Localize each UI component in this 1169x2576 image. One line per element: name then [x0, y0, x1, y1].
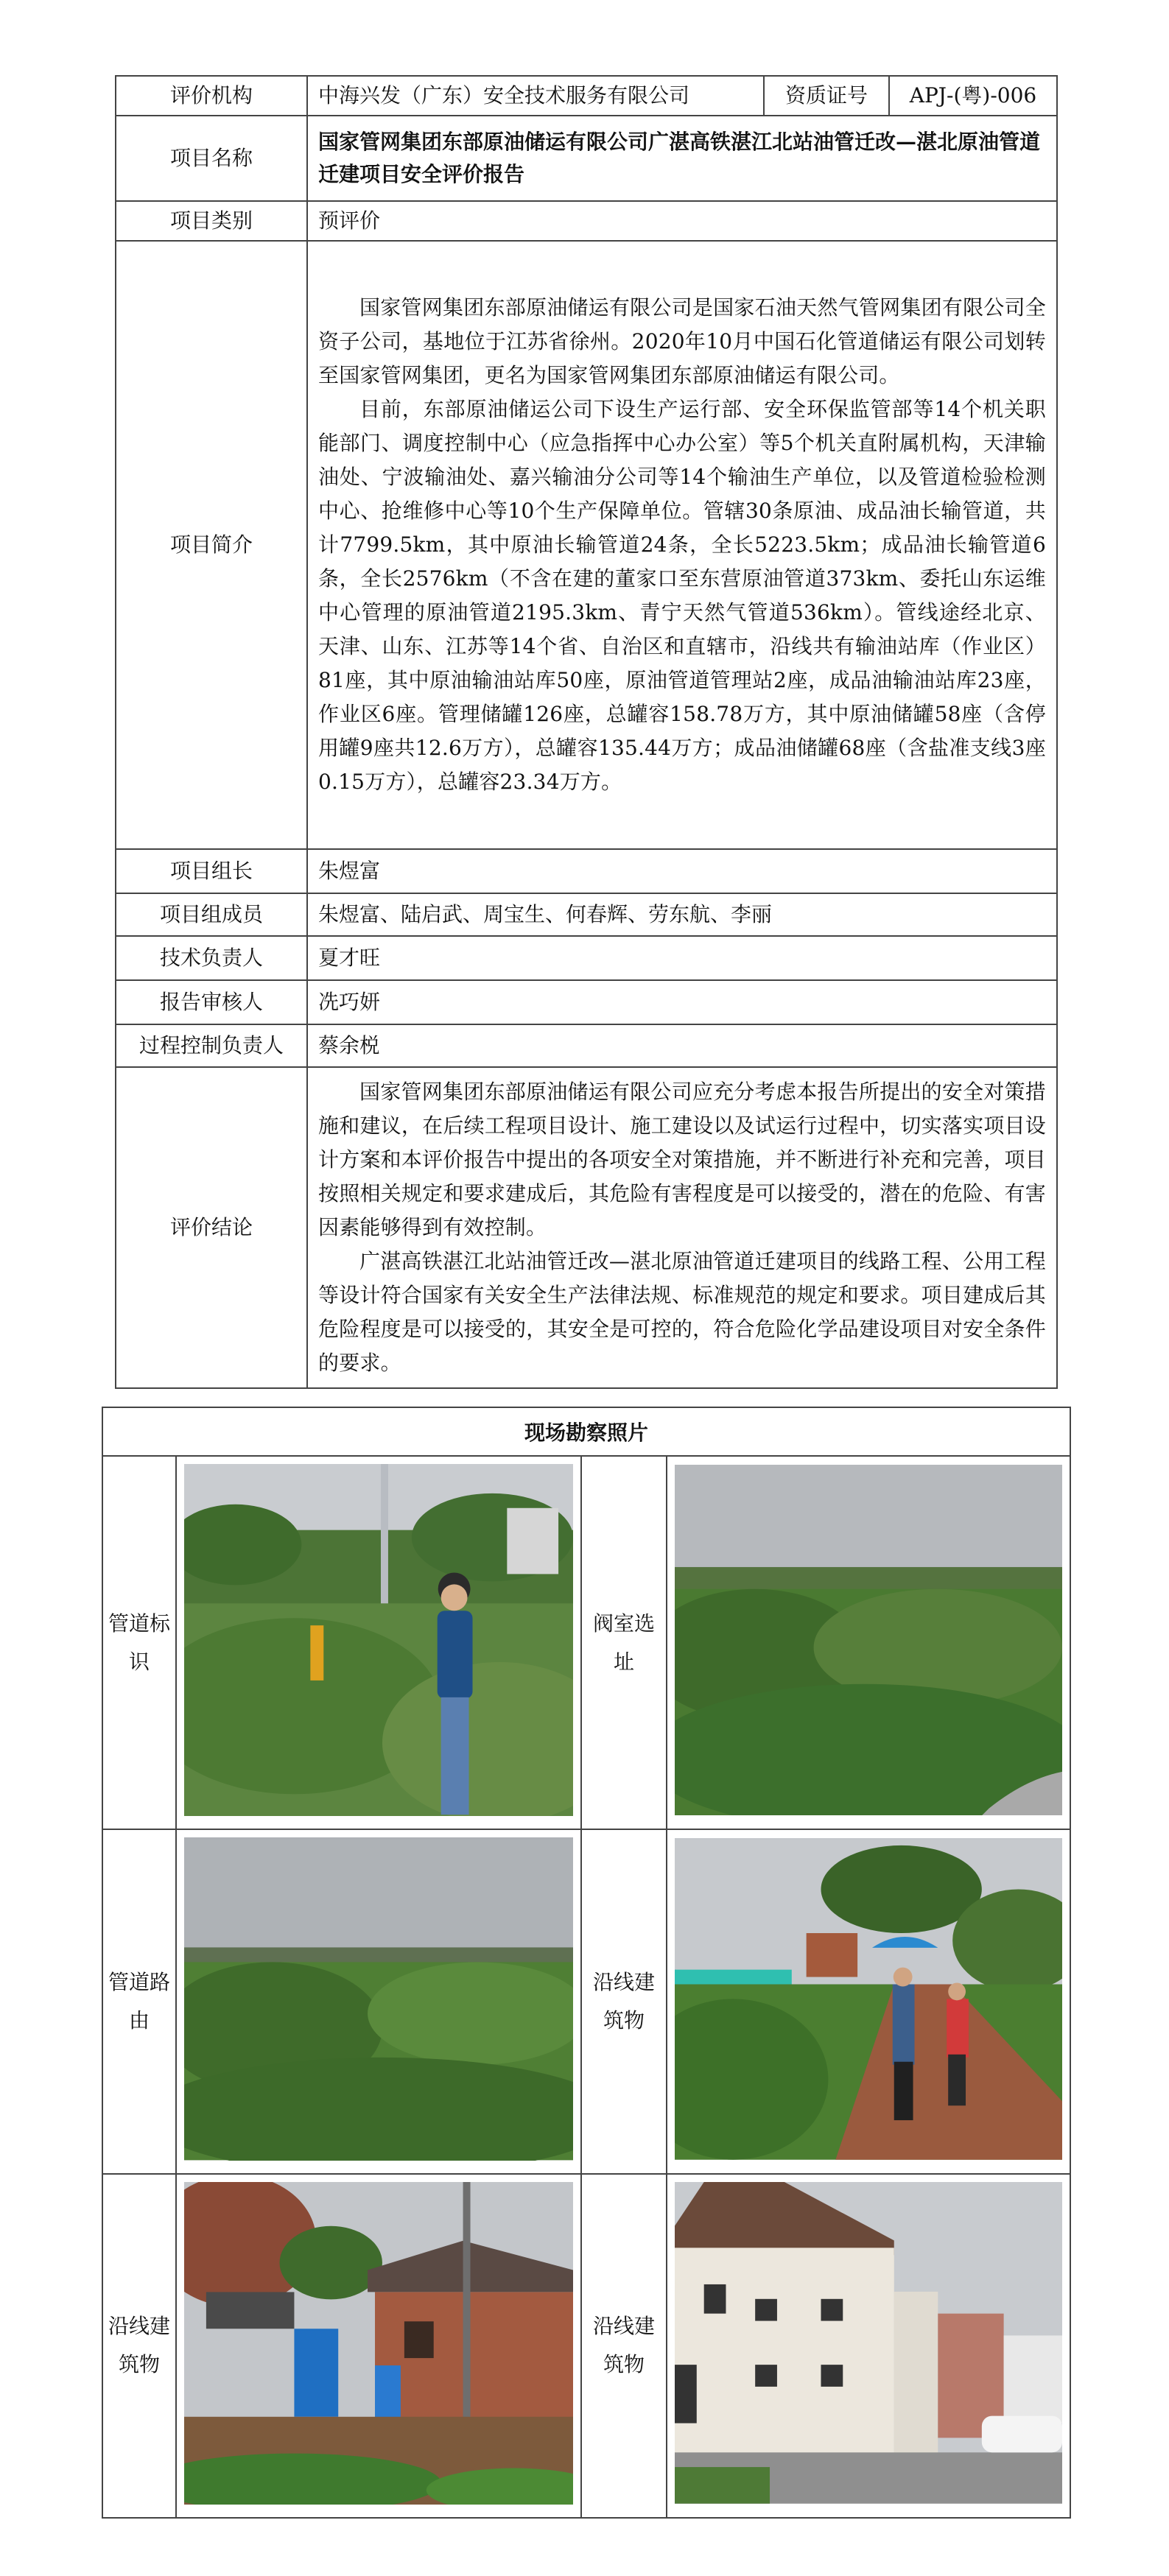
photo-label-roadside-buildings-3: 沿线建筑物: [581, 2174, 667, 2518]
project-type-value: 预评价: [307, 201, 1057, 241]
photo-roadside-buildings-2: [184, 2182, 573, 2510]
photo-pipeline-route: [184, 1837, 573, 2165]
reviewer-label: 报告审核人: [116, 980, 307, 1024]
photo-pipeline-marker: [184, 1464, 573, 1821]
photo-label-roadside-buildings-1: 沿线建筑物: [581, 1829, 667, 2173]
site-photos-table: [102, 1407, 1071, 2519]
process-control-value: 蔡余棁: [307, 1024, 1057, 1067]
org-value: 中海兴发（广东）安全技术服务有限公司: [307, 76, 764, 116]
project-type-label: 项目类别: [116, 201, 307, 241]
project-name-label: 项目名称: [116, 116, 307, 201]
photo-label-roadside-buildings-2: 沿线建筑物: [102, 2174, 176, 2518]
photo-valve-room-site: [675, 1465, 1062, 1820]
intro-paragraph-1: 国家管网集团东部原油储运有限公司是国家石油天然气管网集团有限公司全资子公司，基地位于江苏省徐州。2020年10月中国石化管道储运有限公司划转至国家管网集团，更名为国家管网集团东部原油储运有限公司。: [318, 295, 1046, 387]
members-value: 朱煜富、陆启武、周宝生、何春辉、劳东航、李丽: [307, 893, 1057, 936]
photo-label-pipeline-marker: 管道标识: [102, 1456, 176, 1829]
conclusion-cell: [307, 1067, 1057, 1388]
report-info-table: [115, 75, 1058, 1389]
cert-value: APJ-(粤)-006: [889, 76, 1057, 116]
photo-roadside-buildings-3: [675, 2182, 1062, 2509]
project-intro-cell: [307, 241, 1057, 849]
conclusion-label: 评价结论: [116, 1067, 307, 1388]
process-control-label: 过程控制负责人: [116, 1024, 307, 1067]
tech-lead-value: 夏才旺: [307, 936, 1057, 980]
org-label: 评价机构: [116, 76, 307, 116]
project-intro-label: 项目简介: [116, 241, 307, 849]
intro-paragraph-2: 目前，东部原油储运公司下设生产运行部、安全环保监管部等14个机关职能部门、调度控制中心（应急指挥中心办公室）等5个机关直附属机构，天津输油处、宁波输油处、嘉兴输油分公司等14个输油生产单位，以及管道检验检测中心、抢维修中心等10个生产保障单位。管辖30条原油、成品油长输管道，共计7799.5km，其中原油长输管道24条，全长5223.5km；成品油长输管道6条，全长2576km（不含在建的董家口至东营原油管道373km、委托山东运维中心管理的原油管道2195.3km、青宁天然气管道536km）。管线途经北京、天津、山东、江苏等14个省、自治区和直辖市，沿线共有输油站库（作业区）81座，其中原油输油站库50座，原油管道管理站2座，成品油输油站库23座，作业区6座。管理储罐126座，总罐容158.78万方，其中原油储罐58座（含停用罐9座共12.6万方），总罐容135.44万方；成品油储罐68座（含盐准支线3座0.15万方），总罐容23.34万方。: [318, 397, 1046, 794]
conclusion-paragraph-2: 广湛高铁湛江北站油管迁改—湛北原油管道迁建项目的线路工程、公用工程等设计符合国家有关安全生产法律法规、标准规范的规定和要求。项目建成后其危险程度是可以接受的，其安全是可控的，符合危险化学品建设项目对安全条件的要求。: [318, 1249, 1046, 1375]
leader-value: 朱煜富: [307, 849, 1057, 893]
leader-label: 项目组长: [116, 849, 307, 893]
tech-lead-label: 技术负责人: [116, 936, 307, 980]
project-name-value: 国家管网集团东部原油储运有限公司广湛高铁湛江北站油管迁改—湛北原油管道迁建项目安全评价报告: [307, 116, 1057, 201]
cert-label: 资质证号: [764, 76, 889, 116]
photo-roadside-buildings-1: [675, 1838, 1062, 2165]
photo-label-valve-room-site: 阀室选址: [581, 1456, 667, 1829]
site-photos-header: 现场勘察照片: [102, 1407, 1070, 1456]
members-label: 项目组成员: [116, 893, 307, 936]
conclusion-paragraph-1: 国家管网集团东部原油储运有限公司应充分考虑本报告所提出的安全对策措施和建议，在后续工程项目设计、施工建设以及试运行过程中，切实落实项目设计方案和本评价报告中提出的各项安全对策措施，并不断进行补充和完善，项目按照相关规定和要求建成后，其危险有害程度是可以接受的，潜在的危险、有害因素能够得到有效控制。: [318, 1080, 1046, 1239]
reviewer-value: 冼巧妍: [307, 980, 1057, 1024]
photo-label-pipeline-route: 管道路由: [102, 1829, 176, 2173]
